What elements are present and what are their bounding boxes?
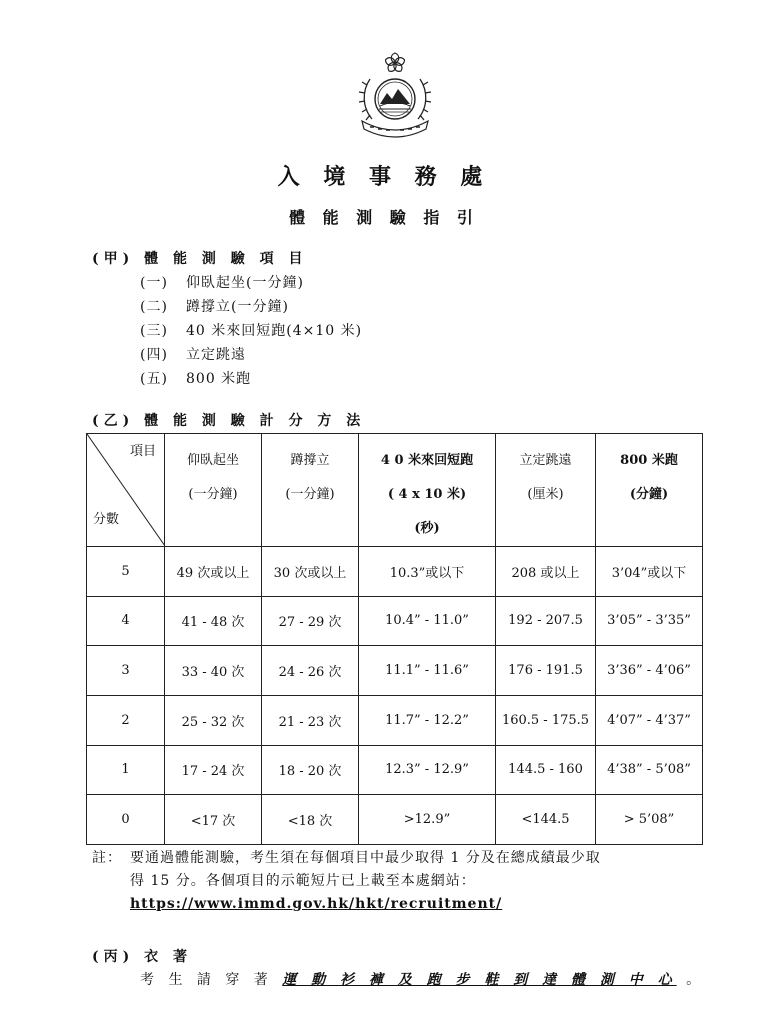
test-item-list (140, 272, 362, 392)
table-cell: 11.7” - 12.2” (359, 695, 496, 745)
table-cell: 12.3” - 12.9” (359, 745, 496, 795)
score-cell: 3 (87, 646, 165, 696)
section-a-heading: (甲) 體 能 測 驗 項 目 (92, 251, 308, 267)
scoring-table (86, 433, 703, 845)
list-item (140, 344, 362, 368)
column-header (359, 434, 496, 547)
section-c-heading: (丙) 衣 著 (92, 949, 192, 965)
table-cell: >12.9” (359, 795, 496, 845)
column-label-items: 項目 (129, 444, 156, 459)
list-item-text: 立定跳遠 (186, 347, 246, 363)
table-cell: > 5’08” (596, 795, 703, 845)
table-cell: <144.5 (496, 795, 596, 845)
attire-instruction (140, 969, 705, 989)
table-cell: 4’38” - 5’08” (596, 745, 703, 795)
list-item-number: (三) (140, 323, 168, 339)
score-cell: 0 (87, 795, 165, 845)
section-b-heading: (乙) 體 能 測 驗 計 分 方 法 (92, 413, 366, 429)
score-cell: 4 (87, 596, 165, 646)
column-header-unit: (一分鐘) (285, 487, 335, 502)
table-cell: 25 - 32 次 (165, 695, 262, 745)
column-header-unit-extra: (秒) (414, 521, 440, 536)
table-cell: 24 - 26 次 (262, 646, 359, 696)
column-header-name: 800 米跑 (620, 453, 678, 468)
score-cell: 5 (87, 547, 165, 597)
table-row (87, 596, 703, 646)
recruitment-website-link[interactable]: https://www.immd.gov.hk/hkt/recruitment/ (130, 896, 503, 912)
column-header-unit: ( 4 x 10 米) (387, 487, 467, 502)
column-header (596, 434, 703, 547)
column-header-name: 立定跳遠 (519, 453, 572, 468)
table-cell: 10.4” - 11.0” (359, 596, 496, 646)
list-item-number: (二) (140, 299, 168, 315)
table-row (87, 646, 703, 696)
list-item-text: 40 米來回短跑(4×10 米) (186, 323, 363, 339)
score-cell: 2 (87, 695, 165, 745)
table-cell: 30 次或以上 (262, 547, 359, 597)
table-cell: 21 - 23 次 (262, 695, 359, 745)
note-text-line: 得 15 分。各個項目的示範短片已上載至本處網站： (130, 873, 476, 889)
table-cell: 18 - 20 次 (262, 745, 359, 795)
table-cell: 17 - 24 次 (165, 745, 262, 795)
column-header-name: 仰臥起坐 (186, 453, 239, 468)
table-cell: 4’07” - 4’37” (596, 695, 703, 745)
column-header (262, 434, 359, 547)
table-cell: <18 次 (262, 795, 359, 845)
table-cell: 192 - 207.5 (496, 596, 596, 646)
column-header-unit: (分鐘) (629, 487, 669, 502)
row-label-score: 分數 (93, 512, 120, 527)
table-cell: 176 - 191.5 (496, 646, 596, 696)
page-subtitle: 體 能 測 驗 指 引 (289, 208, 479, 227)
column-header (496, 434, 596, 547)
list-item (140, 368, 362, 392)
table-corner-cell (87, 434, 165, 547)
score-cell: 1 (87, 745, 165, 795)
table-row (87, 745, 703, 795)
table-cell: 144.5 - 160 (496, 745, 596, 795)
table-cell: 27 - 29 次 (262, 596, 359, 646)
table-cell: 3’36” - 4’06” (596, 646, 703, 696)
attire-emphasis: 運 動 衫 褲 及 跑 步 鞋 到 達 體 測 中 心 (282, 972, 677, 988)
table-row (87, 547, 703, 597)
table-cell: 41 - 48 次 (165, 596, 262, 646)
table-header-row (87, 434, 703, 547)
column-header (165, 434, 262, 547)
table-cell: 208 或以上 (496, 547, 596, 597)
column-header-unit: (一分鐘) (188, 487, 238, 502)
page-title: 入 境 事 務 處 (277, 164, 491, 190)
column-header-unit: (厘米) (527, 487, 564, 502)
table-row (87, 795, 703, 845)
table-cell: 3’04”或以下 (596, 547, 703, 597)
column-header-name: 蹲撐立 (290, 453, 330, 468)
note-text-line: 要通過體能測驗，考生須在每個項目中最少取得 1 分及在總成績最少取 (130, 850, 601, 866)
attire-suffix: 。 (676, 972, 706, 988)
list-item-number: (一) (140, 275, 168, 291)
list-item-text: 仰臥起坐(一分鐘) (186, 275, 304, 291)
table-cell: 10.3”或以下 (359, 547, 496, 597)
list-item (140, 296, 362, 320)
list-item-number: (五) (140, 371, 168, 387)
table-cell: 49 次或以上 (165, 547, 262, 597)
table-cell: 33 - 40 次 (165, 646, 262, 696)
list-item-number: (四) (140, 347, 168, 363)
attire-prefix: 考 生 請 穿 著 (140, 972, 283, 988)
immigration-department-emblem-icon (356, 49, 434, 141)
column-header-name: 4 0 米來回短跑 (380, 453, 474, 468)
table-cell: 3’05” - 3’35” (596, 596, 703, 646)
list-item (140, 272, 362, 296)
table-cell: 11.1” - 11.6” (359, 646, 496, 696)
table-row (87, 695, 703, 745)
list-item-text: 蹲撐立(一分鐘) (186, 299, 289, 315)
note-label: 註： (92, 850, 122, 866)
note-block (92, 847, 702, 916)
table-cell: 160.5 - 175.5 (496, 695, 596, 745)
list-item-text: 800 米跑 (186, 371, 252, 387)
list-item (140, 320, 362, 344)
table-cell: <17 次 (165, 795, 262, 845)
